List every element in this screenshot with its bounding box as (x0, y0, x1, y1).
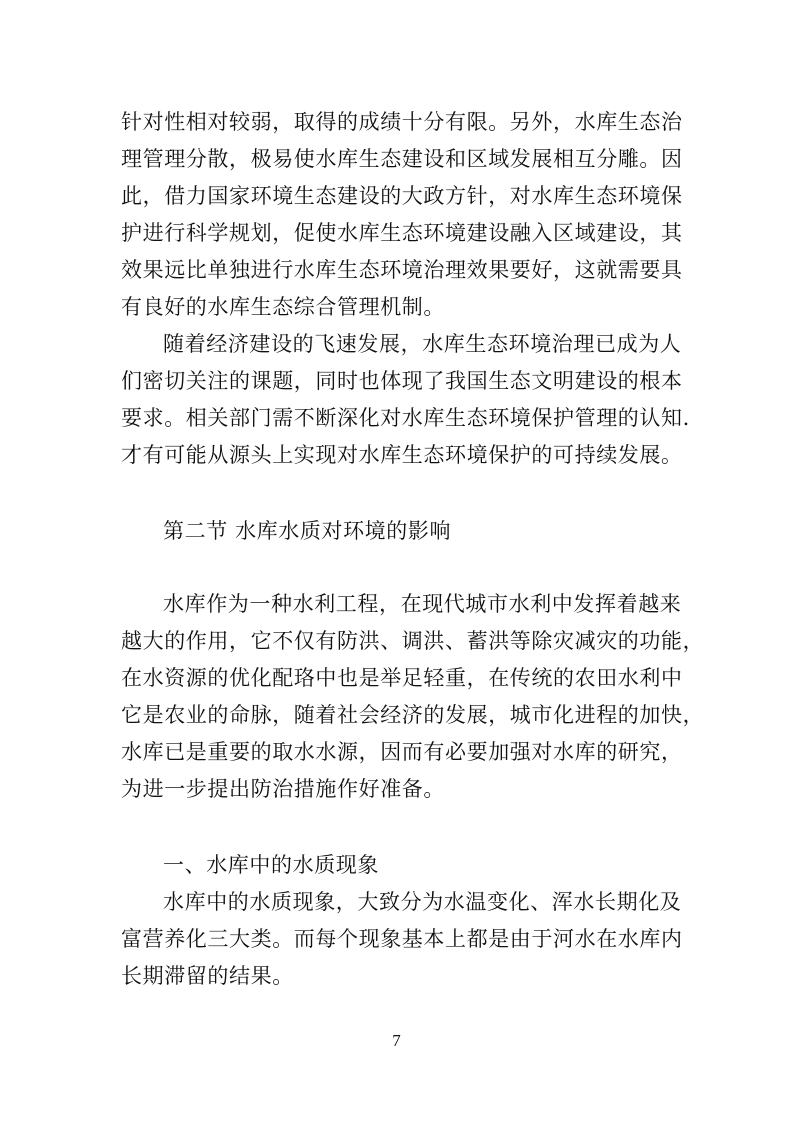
paragraph-1-line-3: 此，借力国家环境生态建设的大政方针，对水库生态环境保 (121, 184, 683, 208)
paragraph-2-line-2: 们密切关注的课题，同时也体现了我国生态文明建设的根本 (121, 369, 683, 393)
paragraph-1-line-1: 针对性相对较弱，取得的成绩十分有限。另外，水库生态治 (121, 110, 683, 134)
paragraph-3-line-4: 它是农业的命脉，随着社会经济的发展，城市化进程的加快， (121, 703, 705, 727)
paragraph-3-line-3: 在水资源的优化配珞中也是举足轻重，在传统的农田水利中 (121, 666, 683, 690)
paragraph-3-line-5: 水库已是重要的取水水源，因而有必要加强对水库的研究， (121, 740, 683, 764)
paragraph-1-line-2: 理管理分散，极易使水库生态建设和区域发展相互分雕。因 (121, 147, 683, 171)
page-number: 7 (392, 1031, 401, 1050)
paragraph-1-line-5: 效果远比单独进行水库生态环境治理效果要好，这就需要具 (121, 258, 683, 282)
paragraph-4-line-1: 水库中的水质现象，大致分为水温变化、浑水长期化及 (163, 890, 682, 914)
subheading: 一、水库中的水质现象 (163, 853, 379, 877)
paragraph-3-line-1: 水库作为一种水利工程，在现代城市水利中发挥着越来 (163, 592, 682, 616)
paragraph-1-line-6: 有良好的水库生态综合管理机制。 (121, 295, 445, 319)
paragraph-2-line-4: 才有可能从源头上实现对水库生态环境保护的可持续发展。 (121, 443, 683, 467)
paragraph-3-line-6: 为进一步提出防治措施作好准备。 (121, 777, 445, 801)
paragraph-4-line-2: 富营养化三大类。而每个现象基本上都是由于河水在水库内 (121, 927, 683, 951)
paragraph-2-line-1: 随着经济建设的飞速发展，水库生态环境治理已成为人 (163, 332, 682, 356)
paragraph-1-line-4: 护进行科学规划，促使水库生态环境建设融入区域建设，其 (121, 221, 683, 245)
paragraph-4-line-3: 长期滞留的结果。 (121, 964, 294, 988)
section-heading: 第二节 水库水质对环境的影响 (163, 519, 452, 543)
paragraph-3-line-2: 越大的作用，它不仅有防洪、调洪、蓄洪等除灾减灾的功能， (121, 629, 705, 653)
paragraph-2-line-3: 要求。相关部门需不断深化对水库生态环境保护管理的认知. (121, 406, 690, 430)
